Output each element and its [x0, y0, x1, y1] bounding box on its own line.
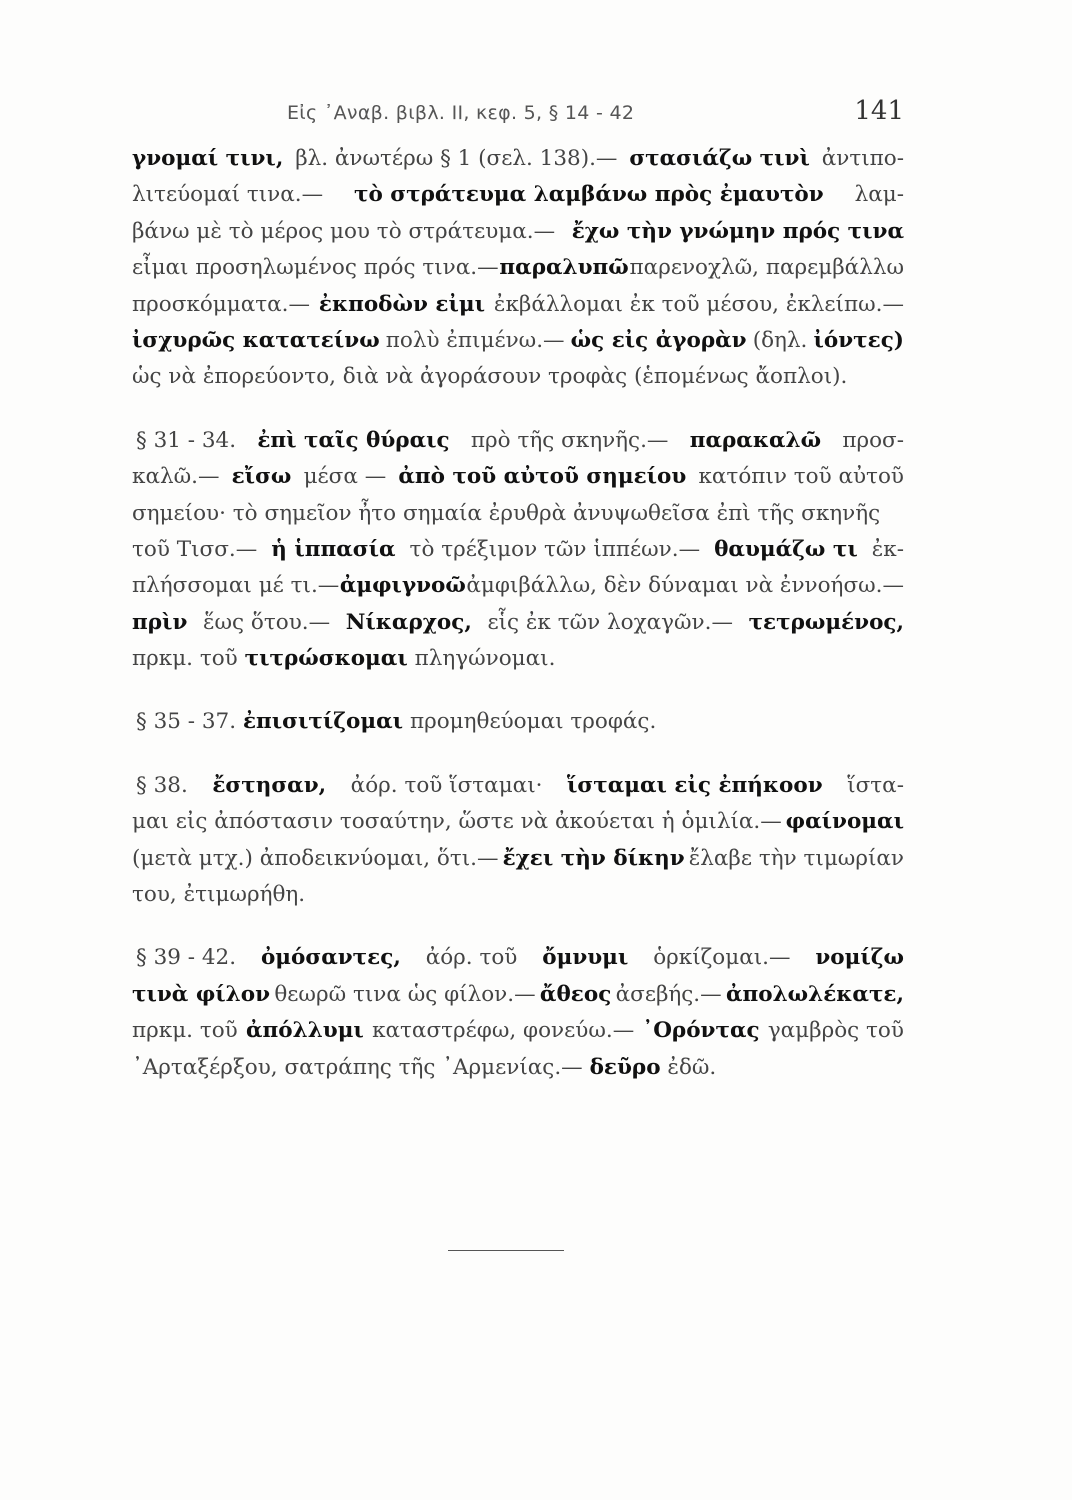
gloss: εἷς ἐκ τῶν λοχαγῶν.—: [487, 609, 733, 635]
text-line: [132, 773, 904, 809]
lemma: τιτρώσκομαι: [244, 646, 408, 672]
lemma: Νίκαρχος,: [345, 609, 472, 635]
gloss: ἕως ὅτου.—: [202, 609, 331, 635]
gloss: λιτεύομαί τινα.—: [132, 182, 324, 208]
footnote-rule: [448, 1250, 564, 1251]
gloss: μέσα —: [303, 464, 387, 490]
gloss: πρὸ τῆς σκηνῆς.—: [470, 427, 669, 453]
lemma: τετρωμένος,: [748, 609, 904, 635]
text-line: [132, 610, 904, 646]
gloss: τοῦ Τισσ.—: [132, 536, 258, 562]
lemma: ἄθεος: [539, 981, 612, 1007]
gloss: (δηλ.: [752, 327, 808, 353]
text-line: [132, 846, 904, 882]
gloss: πλήσσομαι μέ τι.—: [132, 573, 340, 599]
gloss: ἐκβάλλομαι ἐκ τοῦ μέσου, ἐκλείπω.—: [493, 291, 904, 317]
text-line: [132, 573, 904, 609]
gloss: ἐδῶ.: [667, 1054, 717, 1080]
lemma: ἐπισιτίζομαι: [242, 709, 404, 735]
gloss: μαι εἰς ἀπόστασιν τοσαύτην, ὥστε νὰ ἀκούεται ἡ ὁμιλία.—: [132, 809, 782, 835]
gloss: ἀόρ. τοῦ: [425, 945, 518, 971]
gloss: εἶμαι προσηλωμένος πρός τινα.—: [132, 255, 499, 281]
paragraph-gap: [132, 918, 904, 945]
lemma: ἰσχυρῶς κατατείνω: [132, 327, 380, 353]
text-line: [132, 255, 904, 291]
text-line: [132, 464, 904, 500]
lemma: γνομαί τινι,: [132, 146, 284, 171]
text-line: [132, 328, 904, 364]
lemma: νομίζω: [815, 945, 904, 971]
section-ref: § 31 - 34.: [136, 427, 237, 453]
section-ref: § 35 - 37.: [136, 709, 237, 735]
gloss: θεωρῶ τινα ὡς φίλον.—: [274, 981, 536, 1007]
lemma: δεῦρο: [589, 1054, 661, 1080]
gloss: καταστρέφω, φονεύω.—: [372, 1018, 635, 1044]
gloss: ἀόρ. τοῦ ἵσταμαι·: [350, 772, 543, 798]
paragraph-gap: [132, 401, 904, 428]
text-line: [132, 982, 904, 1018]
gloss: βάνω μὲ τὸ μέρος μου τὸ στράτευμα.—: [132, 218, 556, 244]
lemma: ἰόντες): [813, 327, 904, 353]
gloss: ὁρκίζομαι.—: [653, 945, 791, 971]
gloss: (μετὰ μτχ.) ἀποδεικνύομαι, ὅτι.—: [132, 845, 499, 871]
lemma: φαίνομαι: [785, 809, 904, 835]
lemma: ἡ ἱππασία: [271, 536, 396, 562]
gloss: πρκμ. τοῦ: [132, 646, 238, 672]
gloss: προσκόμματα.—: [132, 291, 310, 317]
text-line: [132, 1018, 904, 1054]
gloss: πληγώνομαι.: [414, 646, 556, 672]
lemma: παραλυπῶ: [499, 255, 629, 281]
paragraph-gap: [132, 682, 904, 709]
gloss: παρενοχλῶ, παρεμβάλλω: [629, 255, 904, 281]
gloss: ἵστα-: [847, 772, 904, 798]
lemma: ὡς εἰς ἀγορὰν: [570, 327, 747, 353]
gloss: προσ-: [842, 427, 904, 453]
lemma: εἴσω: [231, 464, 292, 490]
lemma: ἵσταμαι εἰς ἐπήκοον: [567, 772, 823, 798]
gloss: σημείου· τὸ σημεῖον ἦτο σημαία ἐρυθρὰ ἀνυψωθεῖσα ἐπὶ τῆς σκηνῆς: [132, 500, 881, 526]
gloss: του, ἐτιμωρήθη.: [132, 882, 306, 908]
text-line: [132, 182, 904, 218]
lemma: τινὰ φίλον: [132, 981, 271, 1007]
text-line: [132, 882, 904, 918]
gloss: ἀσεβής.—: [615, 981, 722, 1007]
gloss: ἐκ-: [871, 536, 904, 562]
text-line: [132, 292, 904, 328]
text-line: [132, 809, 904, 845]
commentary-text: [132, 146, 904, 1091]
section-ref: § 38.: [136, 772, 188, 798]
lemma: ἀπολωλέκατε,: [725, 981, 904, 1007]
gloss: ἀμφιβάλλω, δὲν δύναμαι νὰ ἐννοήσω.—: [466, 573, 904, 599]
lemma: στασιάζω τινὶ: [629, 146, 810, 171]
lemma: ἐπὶ ταῖς θύραις: [257, 427, 450, 453]
text-line: [132, 1055, 904, 1091]
lemma: ἐκποδὼν εἰμι: [318, 291, 485, 317]
gloss: ὡς νὰ ἐπορεύοντο, διὰ νὰ ἀγοράσουν τροφὰς (ἑπομένως ἄοπλοι).: [132, 364, 848, 390]
text-line: [132, 646, 904, 682]
lemma: ὄμνυμι: [542, 945, 629, 971]
text-line: [132, 537, 904, 573]
text-line: [132, 428, 904, 464]
text-line: [132, 146, 904, 182]
text-line: [132, 709, 904, 745]
gloss: ἀντιπο-: [821, 146, 904, 171]
page-number: 141: [854, 96, 904, 126]
page-header: [132, 96, 904, 132]
gloss: καλῶ.—: [132, 464, 220, 490]
gloss: λαμ-: [854, 182, 904, 208]
gloss: πολὺ ἐπιμένω.—: [385, 327, 565, 353]
gloss: κατόπιν τοῦ αὐτοῦ: [698, 464, 904, 490]
lemma: ἀπόλλυμι: [246, 1018, 364, 1044]
lemma: θαυμάζω τι: [714, 536, 858, 562]
lemma: ἔχει τὴν δίκην: [502, 845, 685, 871]
text-line: [132, 219, 904, 255]
running-head: Εἰς ᾿Αναβ. βιβλ. ΙΙ, κεφ. 5, § 14 - 42: [287, 102, 635, 124]
text-line: [132, 364, 904, 400]
lemma: παρακαλῶ: [689, 427, 822, 453]
lemma: ἀμφιγνοῶ: [339, 573, 466, 599]
gloss: βλ. ἀνωτέρω § 1 (σελ. 138).—: [295, 146, 618, 171]
gloss: προμηθεύομαι τροφάς.: [409, 709, 657, 735]
gloss: ᾿Αρταξέρξου, σατράπης τῆς ᾿Αρμενίας.—: [132, 1054, 583, 1080]
gloss: τὸ τρέξιμον τῶν ἱππέων.—: [409, 536, 701, 562]
lemma: ἔστησαν,: [212, 772, 327, 798]
text-line: [132, 945, 904, 981]
lemma: πρὶν: [132, 609, 188, 635]
gloss: πρκμ. τοῦ: [132, 1018, 238, 1044]
gloss: γαμβρὸς τοῦ: [767, 1018, 904, 1044]
lemma: ἀπὸ τοῦ αὐτοῦ σημείου: [398, 464, 687, 490]
lemma: ᾿Ορόντας: [642, 1018, 760, 1044]
lemma: ἔχω τὴν γνώμην πρός τινα: [571, 218, 904, 244]
text-line: [132, 501, 904, 537]
paragraph-gap: [132, 746, 904, 773]
gloss: ἔλαβε τὴν τιμωρίαν: [688, 845, 904, 871]
lemma: τὸ στράτευμα λαμβάνω πρὸς ἐμαυτὸν: [354, 182, 824, 208]
lemma: ὀμόσαντες,: [260, 945, 401, 971]
section-ref: § 39 - 42.: [136, 945, 237, 971]
